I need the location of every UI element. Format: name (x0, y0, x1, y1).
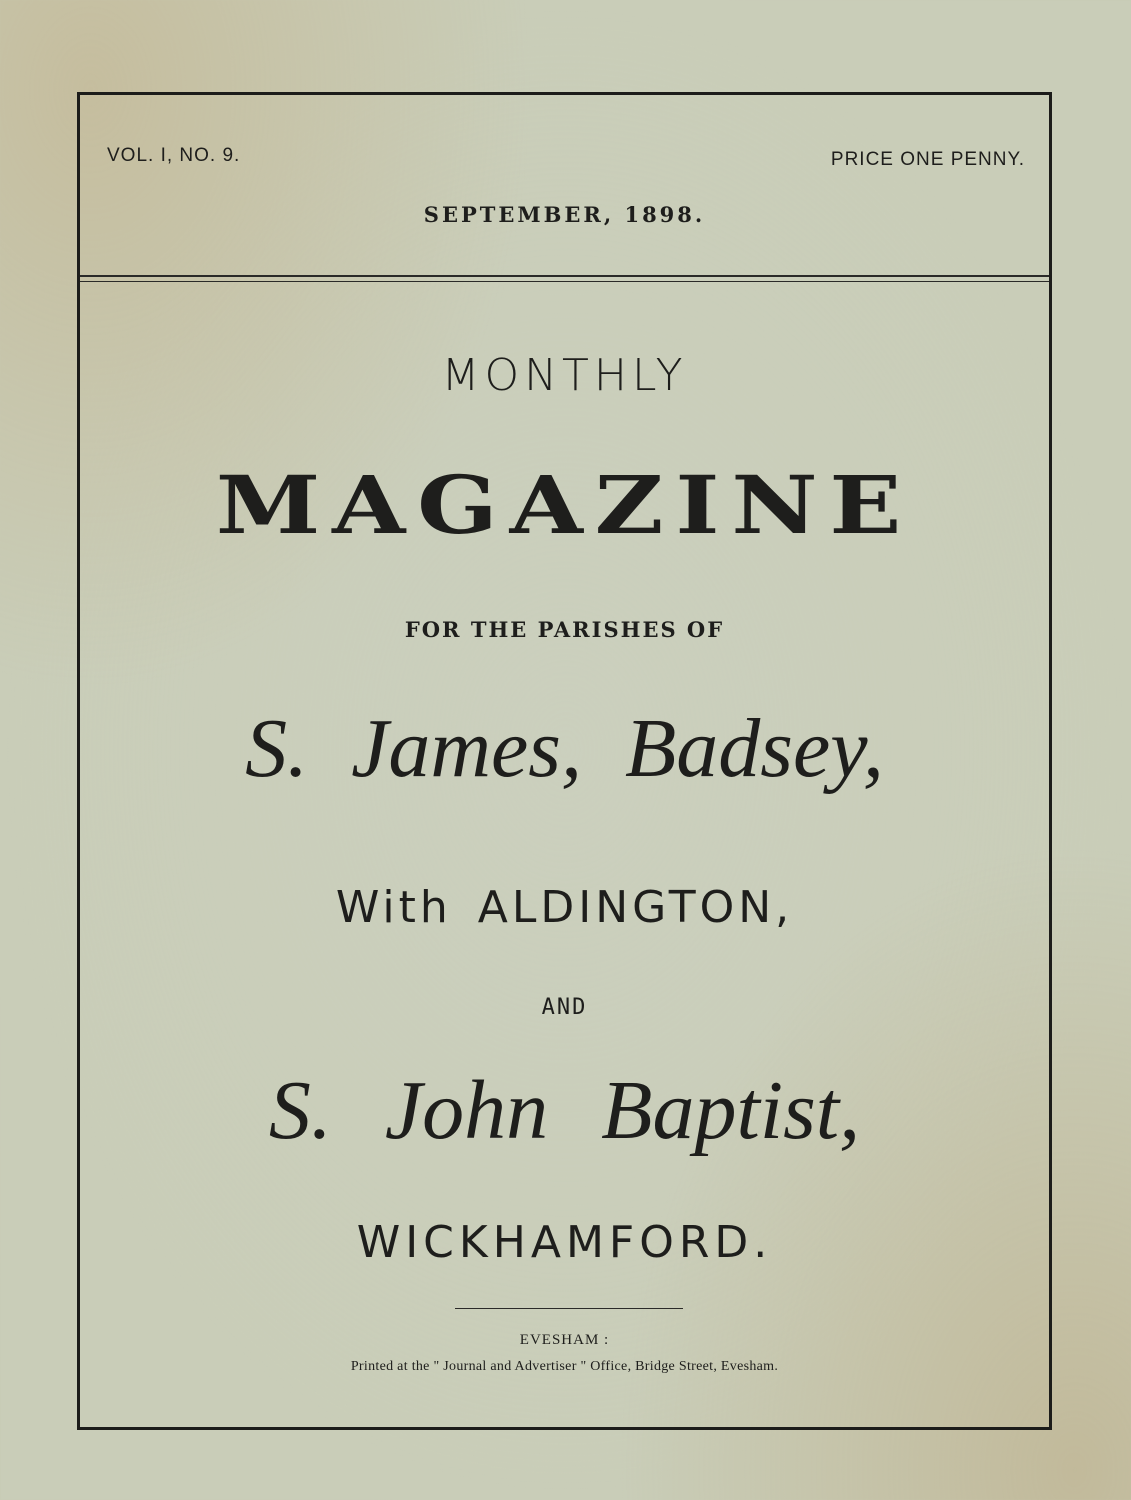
title-monthly: MONTHLY (441, 350, 688, 401)
parish-wickhamford: WICKHAMFORD. (356, 1217, 773, 1268)
parish-st-john-baptist: S. John Baptist, (268, 1064, 861, 1157)
cover-border (77, 92, 1052, 1430)
title-magazine: MAGAZINE (215, 458, 914, 552)
imprint-town: EVESHAM : (519, 1332, 610, 1348)
issue-date: SEPTEMBER, 1898. (423, 202, 706, 227)
conjunction-and: AND (541, 995, 588, 1020)
header-row (80, 145, 1049, 175)
volume-number: VOL. I, NO. 9. (107, 145, 241, 166)
imprint-printer: Printed at the " Journal and Advertiser " Office, Bridge Street, Evesham. (350, 1359, 779, 1374)
parish-st-james-badsey: S. James, Badsey, (245, 702, 884, 795)
header-divider (80, 275, 1049, 282)
parish-with-aldington: With ALDINGTON, (335, 882, 794, 933)
imprint-divider (455, 1308, 683, 1309)
price-label: PRICE ONE PENNY. (830, 149, 1025, 170)
title-for-parishes: FOR THE PARISHES OF (404, 617, 725, 642)
